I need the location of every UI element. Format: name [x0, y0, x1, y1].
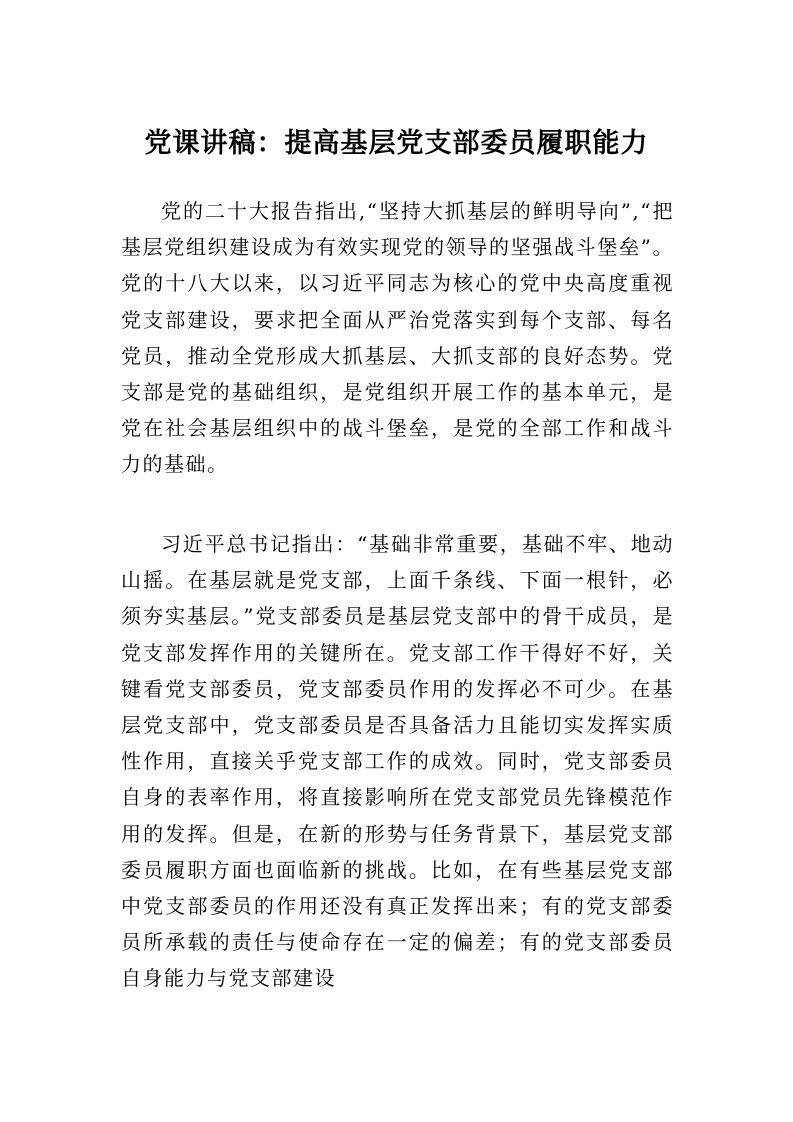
- document-title: 党课讲稿：提高基层党支部委员履职能力: [144, 128, 649, 159]
- paragraph-1: 党的二十大报告指出,“坚持大抓基层的鲜明导向”,“把基层党组织建设成为有效实现党的领导的坚强战斗堡垒”。党的十八大以来，以习近平同志为核心的党中央高度重视党支部建设，要求把全面从严治党落实到每个支部、每名党员，推动全党形成大抓基层、大抓支部的良好态势。党支部是党的基础组织，是党组织开展工作的基本单元，是党在社会基层组织中的战斗堡垒，是党的全部工作和战斗力的基础。: [121, 199, 674, 477]
- paragraph-2: 习近平总书记指出：“基础非常重要，基础不牢、地动山摇。在基层就是党支部，上面千条线、下面一根针，必须夯实基层。”党支部委员是基层党支部中的骨干成员，是党支部发挥作用的关键所在。党支部工作干得好不好，关键看党支部委员，党支部委员作用的发挥必不可少。在基层党支部中，党支部委员是否具备活力且能切实发挥实质性作用，直接关乎党支部工作的成效。同时，党支部委员自身的表率作用，将直接影响所在党支部党员先锋模范作用的发挥。但是，在新的形势与任务背景下，基层党支部委员履职方面也面临新的挑战。比如，在有些基层党支部中党支部委员的作用还没有真正发挥出来；有的党支部委员所承载的责任与使命存在一定的偏差；有的党支部委员自身能力与党支部建设: [121, 532, 674, 991]
